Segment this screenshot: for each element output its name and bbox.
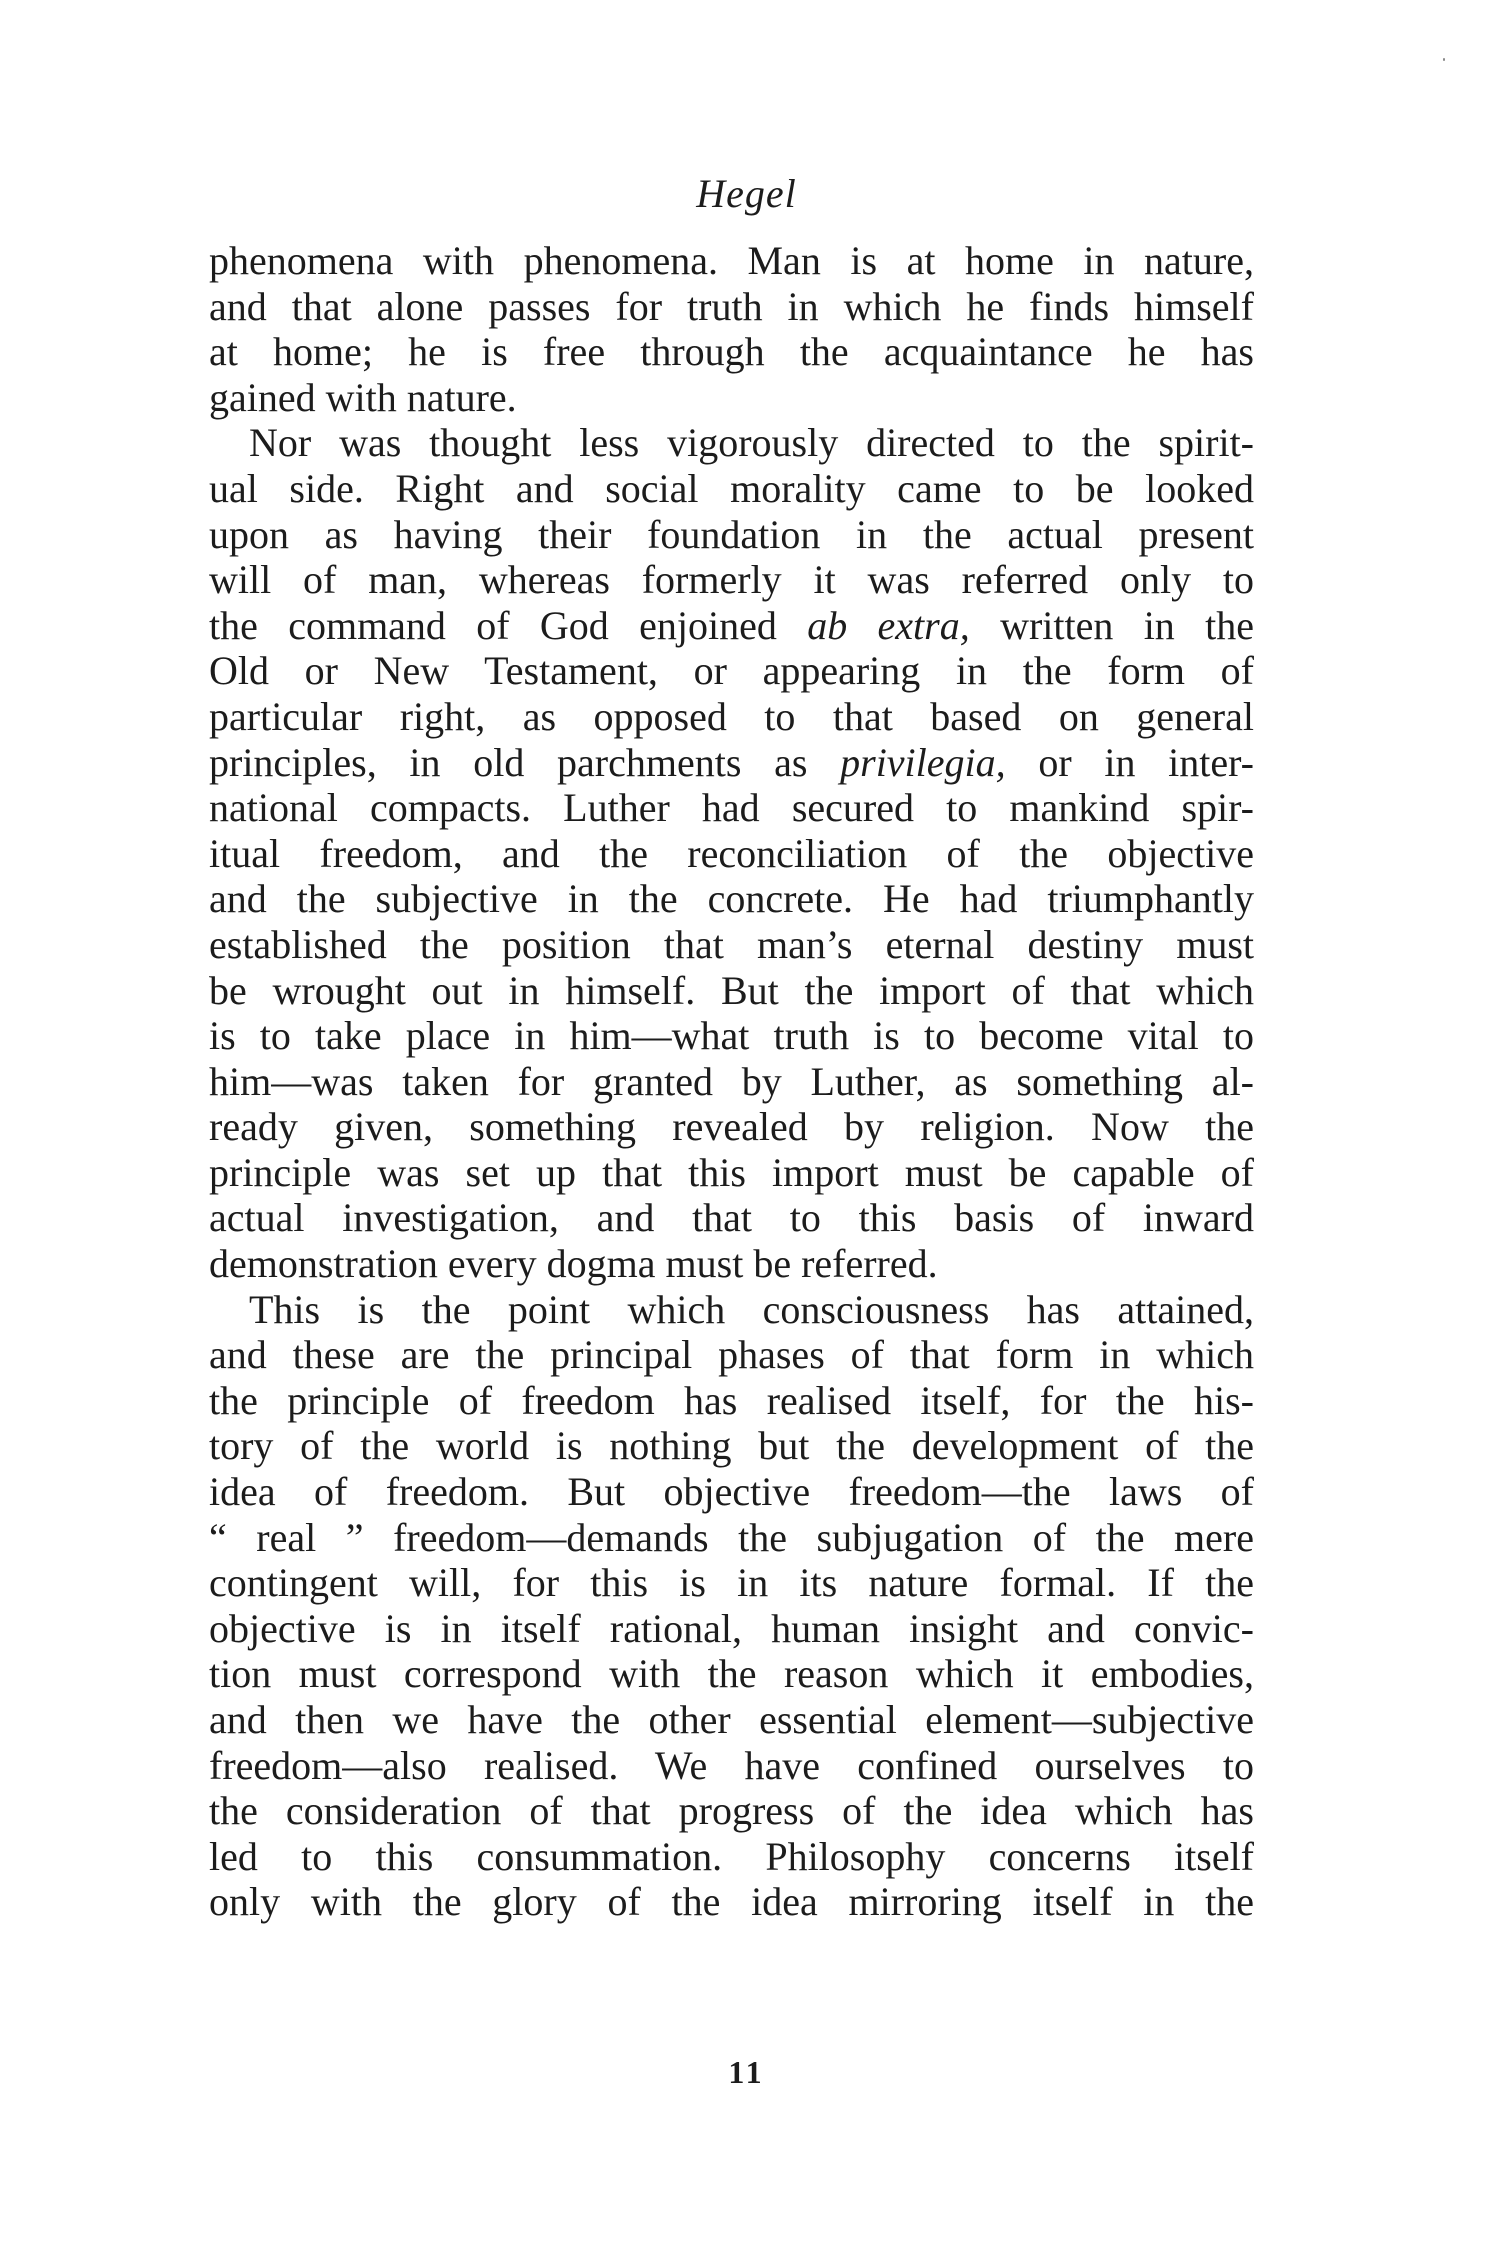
text-line: be wrought out in himself. But the import of that which [209,967,1254,1013]
margin-speck [1443,58,1445,61]
text-line: upon as having their foundation in the actual present [209,511,1254,557]
text-line: only with the glory of the idea mirroring itself in the [209,1879,1254,1925]
text-line: particular right, as opposed to that based on general [209,693,1254,739]
text-line: Old or New Testament, or appearing in the form of [209,648,1254,694]
text-line: the consideration of that progress of the idea which has [209,1788,1254,1834]
text-line: ready given, something revealed by religion. Now the [209,1104,1254,1150]
text-line: led to this consummation. Philosophy concerns itself [209,1833,1254,1879]
text-line: and these are the principal phases of that form in which [209,1332,1254,1378]
text-line: objective is in itself rational, human insight and convic- [209,1605,1254,1651]
italic-term: ab extra, [807,602,970,648]
text-line: Nor was thought less vigorously directed to the spirit- [249,420,1254,466]
text-line: principle was set up that this import must be capable of [209,1149,1254,1195]
text-line: will of man, whereas formerly it was referred only to [209,557,1254,603]
text-line: tion must correspond with the reason which it embodies, [209,1651,1254,1697]
text-line: the principle of freedom has realised itself, for the his- [209,1377,1254,1423]
text-line: demonstration every dogma must be referred. [209,1241,938,1287]
text-line: actual investigation, and that to this basis of inward [209,1195,1254,1241]
text-line: “ real ” freedom—demands the subjugation of the mere [209,1514,1254,1560]
text-line: This is the point which consciousness has attained, [249,1286,1254,1332]
text-line: at home; he is free through the acquaintance he has [209,329,1254,375]
text-line: and then we have the other essential element—subjective [209,1697,1254,1742]
text-line: and the subjective in the concrete. He had triumphantly [209,876,1254,922]
text-line: itual freedom, and the reconciliation of the objective [209,830,1254,876]
text-line: established the position that man’s eternal destiny must [209,921,1254,967]
running-head: Hegel [696,171,797,216]
text-line: principles, in old parchments as privilegia, or in inter- [209,739,1254,785]
text-line: contingent will, for this is in its nature formal. If the [209,1560,1254,1606]
text-line: ual side. Right and social morality came to be looked [209,465,1254,511]
text-line: him—was taken for granted by Luther, as something al- [209,1058,1254,1104]
text-line: freedom—also realised. We have confined ourselves to [209,1742,1254,1788]
body-text [209,238,1254,1925]
text-line: gained with nature. [209,374,517,420]
text-line: idea of freedom. But objective freedom—the laws of [209,1469,1254,1515]
text-line: is to take place in him—what truth is to become vital to [209,1013,1254,1059]
text-line: tory of the world is nothing but the development of the [209,1423,1254,1469]
italic-term: privilegia, [840,739,1006,785]
text-line: and that alone passes for truth in which he finds himself [209,283,1254,329]
page-number: 11 [728,2054,765,2090]
text-line: the command of God enjoined ab extra, written in the [209,602,1254,648]
text-line: phenomena with phenomena. Man is at home in nature, [209,238,1254,283]
text-line: national compacts. Luther had secured to mankind spir- [209,785,1254,831]
